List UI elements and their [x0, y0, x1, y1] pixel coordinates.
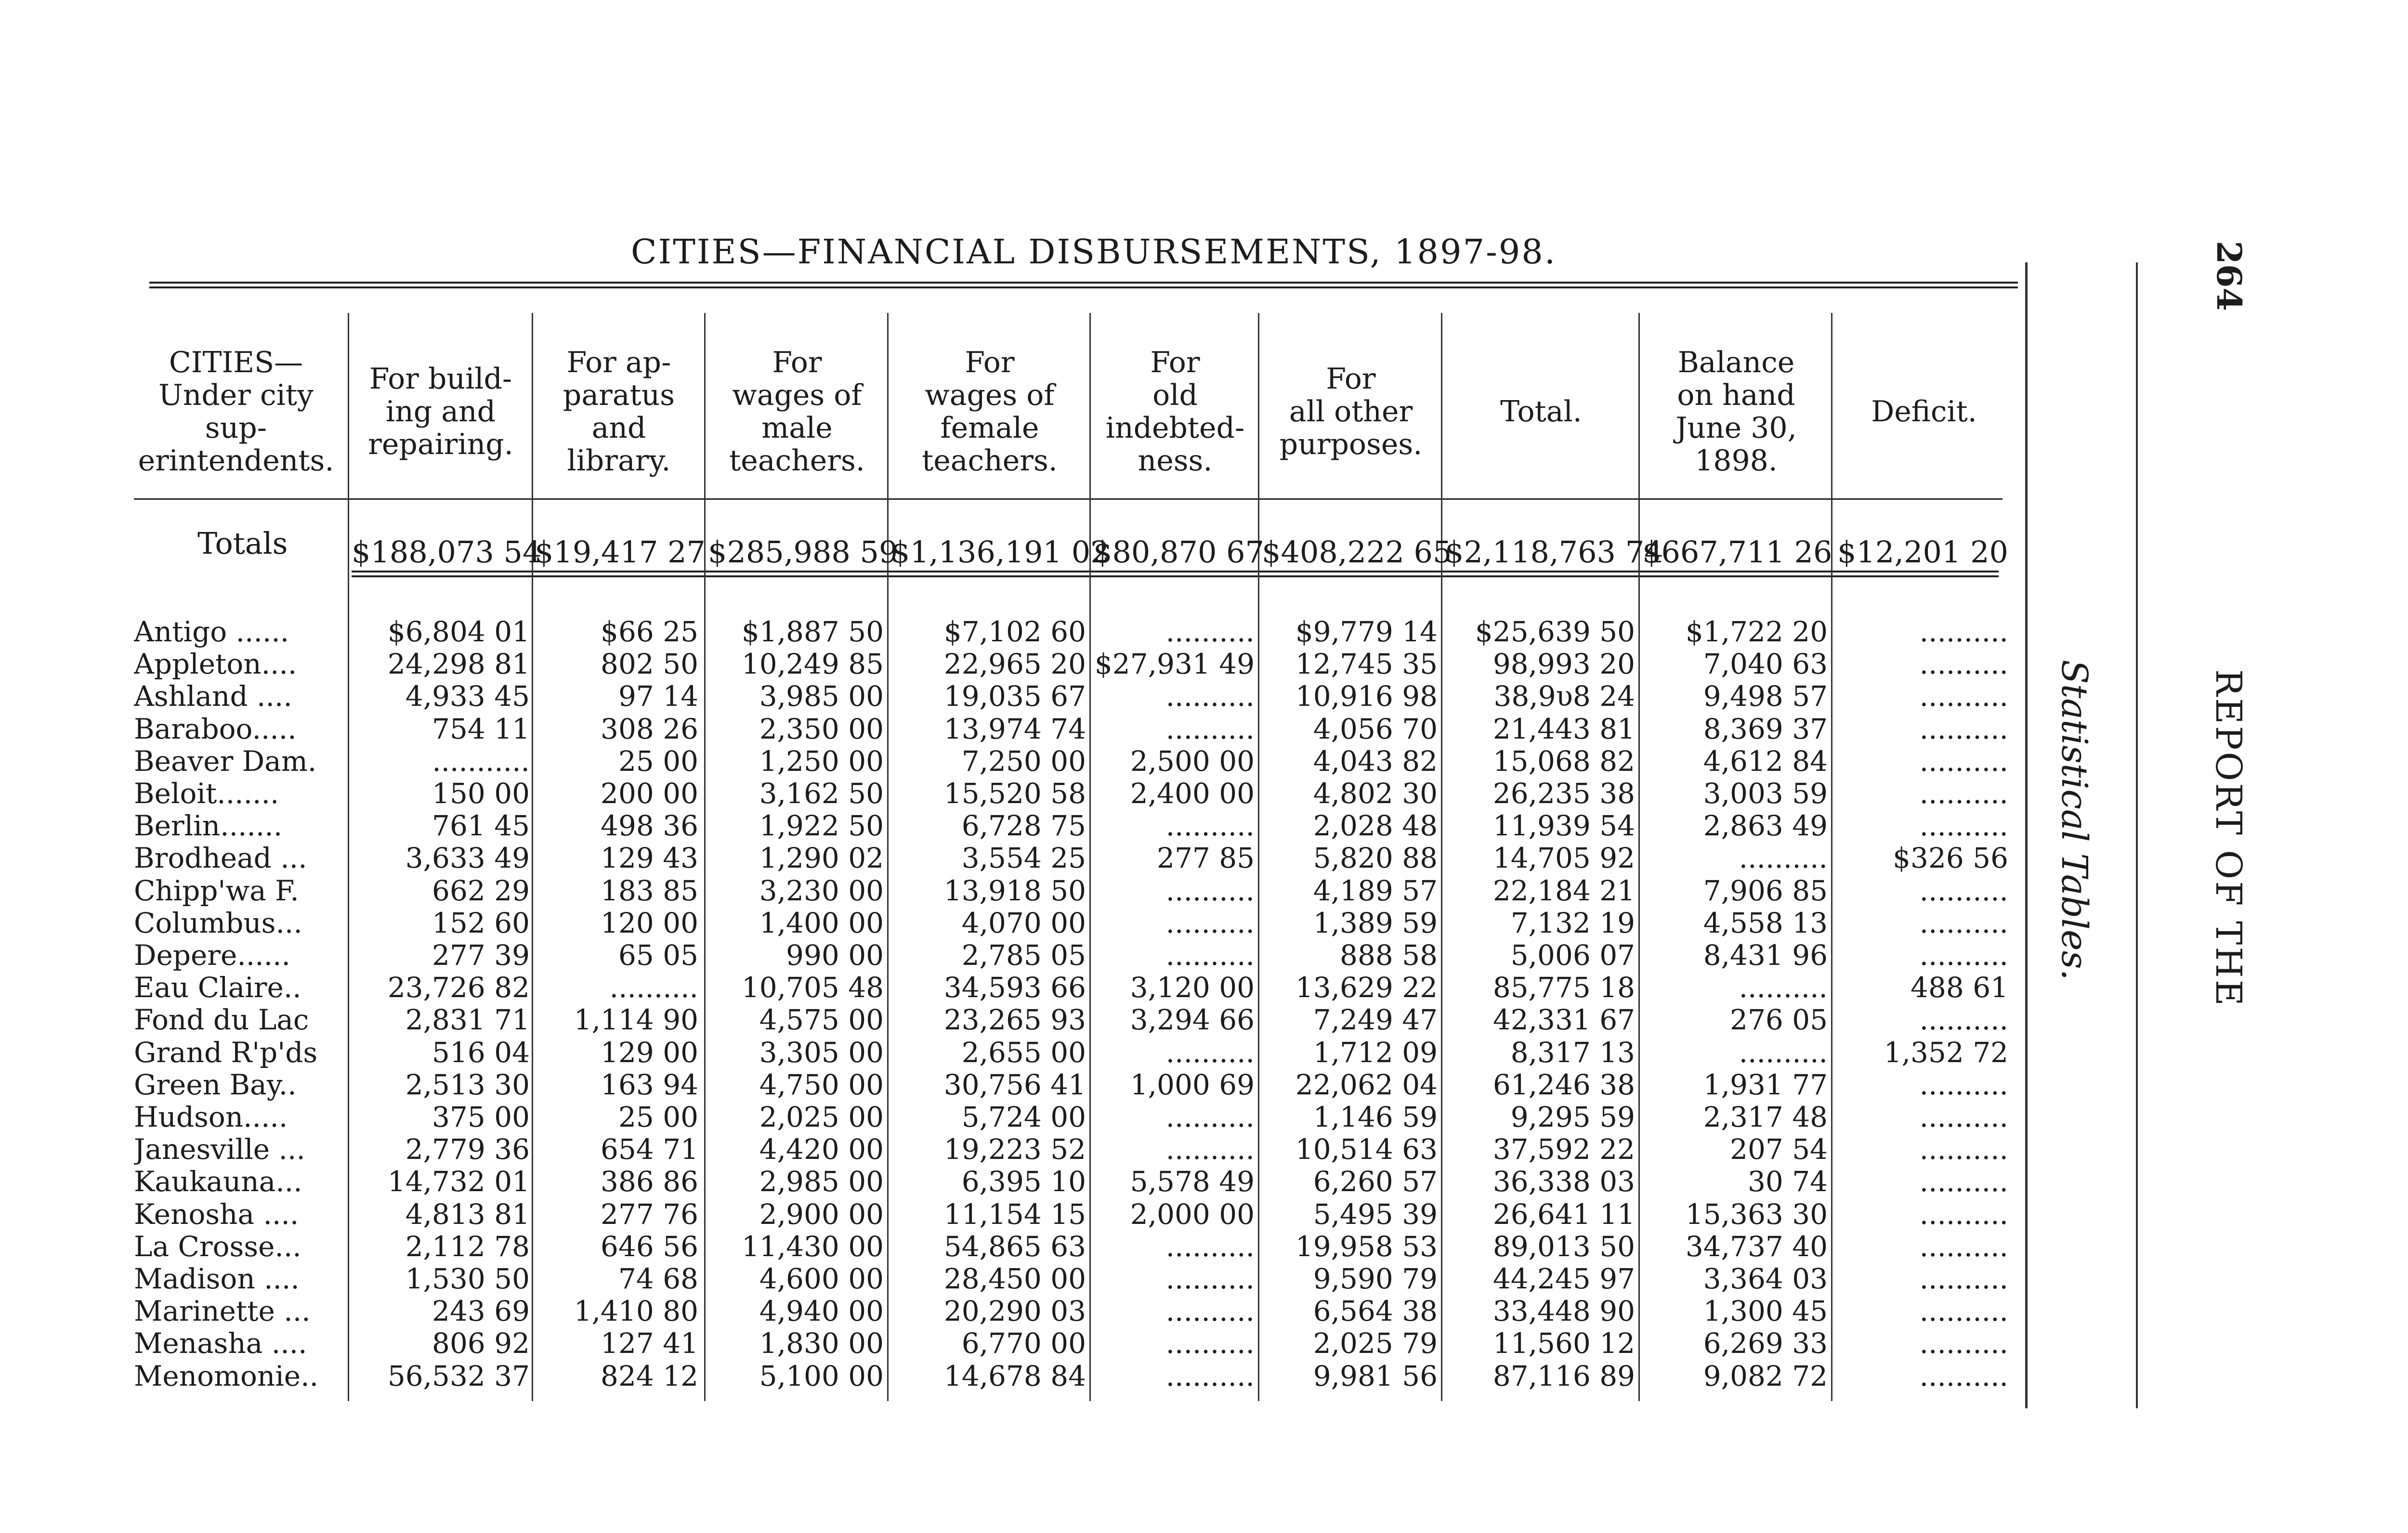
table-cell: $6,804 01 [387, 615, 530, 648]
city-name: Brodhead ... [134, 842, 307, 874]
table-cell: .......... [1165, 615, 1255, 648]
total-total: $2,118,763 74 [1445, 534, 1663, 570]
table-cell: 163 94 [601, 1068, 698, 1101]
table-cell: .......... [1165, 1230, 1255, 1263]
table-cell: $326 56 [1893, 842, 2008, 874]
table-cell: 5,495 39 [1313, 1198, 1438, 1231]
table-cell: 56,532 37 [387, 1360, 530, 1392]
table-cell: 8,317 13 [1510, 1036, 1635, 1069]
table-cell: 6,770 00 [961, 1327, 1086, 1360]
table-cell: 22,184 21 [1492, 874, 1635, 907]
table-cell: .......... [1919, 1262, 2008, 1295]
table-cell: .......... [1919, 874, 2008, 907]
table-cell: 12,745 35 [1295, 648, 1438, 680]
city-name: Appleton.... [134, 648, 297, 680]
table-cell: 1,712 09 [1313, 1036, 1438, 1069]
table-cell: .......... [1919, 1068, 2008, 1101]
table-cell: .......... [1165, 907, 1255, 939]
table-cell: 3,162 50 [759, 777, 884, 810]
total-indebtedness: $80,870 67 [1093, 534, 1264, 570]
table-cell: 34,593 66 [943, 971, 1086, 1004]
table-cell: 13,629 22 [1295, 971, 1438, 1004]
total-balance: $667,711 26 [1642, 534, 1832, 570]
table-cell: 20,290 03 [943, 1295, 1086, 1327]
header-other-purposes: For all other purposes. [1279, 362, 1423, 461]
table-cell: 3,230 00 [759, 874, 884, 907]
table-cell: $9,779 14 [1295, 615, 1438, 648]
table-cell: 802 50 [601, 648, 698, 680]
table-cell: 7,040 63 [1703, 648, 1828, 680]
table-cell: 2,025 00 [759, 1101, 884, 1133]
table-cell: 6,260 57 [1313, 1165, 1438, 1198]
table-cell: .......... [1165, 1036, 1255, 1069]
table-cell: 888 58 [1340, 939, 1438, 972]
table-cell: 277 85 [1157, 842, 1255, 874]
table-cell: 662 29 [432, 874, 530, 907]
table-cell: 3,554 25 [961, 842, 1086, 874]
table-cell: 4,043 82 [1313, 745, 1438, 778]
table-cell: .......... [1919, 1295, 2008, 1327]
table-cell: $27,931 49 [1094, 648, 1255, 680]
table-cell: .......... [1165, 680, 1255, 713]
header-building-repairing: For build- ing and repairing. [368, 362, 513, 461]
table-cell: 2,513 30 [405, 1068, 530, 1101]
table-cell: 14,732 01 [387, 1165, 530, 1198]
right-border-rule [2025, 262, 2028, 1408]
table-cell: 806 92 [432, 1327, 530, 1360]
table-cell: 4,750 00 [759, 1068, 884, 1101]
city-name: Menomonie.. [134, 1360, 319, 1392]
table-cell: 87,116 89 [1492, 1360, 1635, 1392]
table-cell: 4,575 00 [759, 1003, 884, 1036]
totals-label: Totals [197, 526, 288, 561]
table-cell: 89,013 50 [1492, 1230, 1635, 1263]
city-name: Green Bay.. [134, 1068, 297, 1101]
table-cell: 183 85 [601, 874, 698, 907]
table-cell: 24,298 81 [387, 648, 530, 680]
table-cell: 488 61 [1911, 971, 2008, 1004]
city-name: Madison .... [134, 1262, 300, 1295]
table-cell: 13,974 74 [943, 713, 1086, 745]
table-cell: 4,420 00 [759, 1133, 884, 1166]
table-cell: 3,003 59 [1703, 777, 1828, 810]
table-cell: 4,600 00 [759, 1262, 884, 1295]
table-cell: .......... [609, 971, 698, 1004]
column-rule [1638, 313, 1640, 1401]
table-cell: 308 26 [601, 713, 698, 745]
city-name: Beloit....... [134, 777, 279, 810]
table-cell: 1,290 02 [759, 842, 884, 874]
table-cell: 3,364 03 [1703, 1262, 1828, 1295]
table-cell: 11,430 00 [741, 1230, 884, 1263]
table-cell: 276 05 [1730, 1003, 1828, 1036]
table-cell: 9,295 59 [1510, 1101, 1635, 1133]
table-cell: .......... [1919, 615, 2008, 648]
city-name: Eau Claire.. [134, 971, 301, 1004]
column-rule [532, 313, 533, 1401]
table-cell: .......... [1919, 1101, 2008, 1133]
table-cell: 4,612 84 [1703, 745, 1828, 778]
table-cell: 824 12 [601, 1360, 698, 1392]
table-cell: 2,779 36 [405, 1133, 530, 1166]
table-cell: 65 05 [618, 939, 698, 972]
table-cell: 9,498 57 [1703, 680, 1828, 713]
total-deficit: $12,201 20 [1837, 534, 2008, 570]
total-other: $408,222 65 [1262, 534, 1452, 570]
table-cell: 1,400 00 [759, 907, 884, 939]
table-cell: 19,958 53 [1295, 1230, 1438, 1263]
table-cell: 54,865 63 [943, 1230, 1086, 1263]
outer-right-rule [2136, 262, 2138, 1408]
table-cell: 13,918 50 [943, 874, 1086, 907]
table-cell: $1,722 20 [1685, 615, 1828, 648]
table-cell: 5,724 00 [961, 1101, 1086, 1133]
table-cell: 3,294 66 [1130, 1003, 1255, 1036]
table-cell: 7,250 00 [961, 745, 1086, 778]
table-cell: 19,035 67 [943, 680, 1086, 713]
table-cell: .......... [1919, 713, 2008, 745]
table-cell: 5,820 88 [1313, 842, 1438, 874]
table-cell: 14,705 92 [1492, 842, 1635, 874]
city-name: Columbus... [134, 907, 302, 939]
table-cell: 42,331 67 [1492, 1003, 1635, 1036]
table-cell: .......... [1739, 842, 1828, 874]
table-cell: 1,146 59 [1313, 1101, 1438, 1133]
table-cell: .......... [1919, 939, 2008, 972]
table-cell: 2,112 78 [405, 1230, 530, 1263]
table-cell: 646 56 [601, 1230, 698, 1263]
city-name: Kenosha .... [134, 1198, 299, 1231]
page-title: CITIES—FINANCIAL DISBURSEMENTS, 1897-98. [631, 232, 1557, 272]
table-cell: 1,530 50 [405, 1262, 530, 1295]
table-cell: .......... [1165, 874, 1255, 907]
table-cell: 19,223 52 [943, 1133, 1086, 1166]
table-cell: 6,728 75 [961, 809, 1086, 842]
table-cell: 277 39 [432, 939, 530, 972]
city-name: Antigo ...... [134, 615, 289, 648]
table-cell: 85,775 18 [1492, 971, 1635, 1004]
city-name: Ashland .... [134, 680, 292, 713]
table-cell: $7,102 60 [943, 615, 1086, 648]
table-cell: 2,400 00 [1130, 777, 1255, 810]
table-cell: 7,132 19 [1510, 907, 1635, 939]
table-cell: 4,070 00 [961, 907, 1086, 939]
table-cell: .......... [1165, 713, 1255, 745]
table-cell: 5,100 00 [759, 1360, 884, 1392]
table-cell: 9,082 72 [1703, 1360, 1828, 1392]
table-cell: 11,154 15 [943, 1198, 1086, 1231]
table-cell: 11,939 54 [1492, 809, 1635, 842]
table-cell: 10,514 63 [1295, 1133, 1438, 1166]
header-apparatus-library: For ap- paratus and library. [563, 346, 675, 478]
table-cell: 10,705 48 [741, 971, 884, 1004]
table-cell: 1,922 50 [759, 809, 884, 842]
column-rule [704, 313, 706, 1401]
header-cities: CITIES— Under city sup- erintendents. [138, 346, 334, 478]
table-cell: 127 41 [601, 1327, 698, 1360]
table-cell: 4,933 45 [405, 680, 530, 713]
table-cell: 150 00 [432, 777, 530, 810]
table-cell: 5,006 07 [1510, 939, 1635, 972]
table-cell: 9,590 79 [1313, 1262, 1438, 1295]
table-cell: .......... [1165, 1327, 1255, 1360]
table-cell: .......... [1919, 745, 2008, 778]
table-cell: 28,450 00 [943, 1262, 1086, 1295]
city-name: Beaver Dam. [134, 745, 317, 778]
table-cell: .......... [1919, 1003, 2008, 1036]
column-rule [1831, 313, 1832, 1401]
table-cell: 10,249 85 [741, 648, 884, 680]
total-apparatus: $19,417 27 [535, 534, 706, 570]
table-cell: 2,831 71 [405, 1003, 530, 1036]
table-cell: .......... [1919, 1165, 2008, 1198]
table-cell: 990 00 [786, 939, 884, 972]
table-cell: 14,678 84 [943, 1360, 1086, 1392]
table-cell: .......... [1739, 971, 1828, 1004]
table-cell: .......... [1919, 777, 2008, 810]
table-cell: 36,338 03 [1492, 1165, 1635, 1198]
table-cell: 15,363 30 [1685, 1198, 1828, 1231]
table-cell: 2,317 48 [1703, 1101, 1828, 1133]
table-cell: 498 36 [601, 809, 698, 842]
table-cell: 6,564 38 [1313, 1295, 1438, 1327]
city-name: Kaukauna... [134, 1165, 302, 1198]
table-cell: 2,863 49 [1703, 809, 1828, 842]
table-cell: 23,265 93 [943, 1003, 1086, 1036]
column-rule [1258, 313, 1259, 1401]
table-cell: 129 00 [601, 1036, 698, 1069]
table-cell: 37,592 22 [1492, 1133, 1635, 1166]
table-cell: 754 11 [432, 713, 530, 745]
table-cell: 2,025 79 [1313, 1327, 1438, 1360]
header-deficit: Deficit. [1871, 395, 1977, 429]
table-cell: 3,633 49 [405, 842, 530, 874]
table-cell: 15,068 82 [1492, 745, 1635, 778]
table-cell: $25,639 50 [1475, 615, 1635, 648]
table-cell: .......... [1919, 1133, 2008, 1166]
table-cell: 8,431 96 [1703, 939, 1828, 972]
rotated-running-header: REPORT OF THE [2208, 669, 2249, 1008]
city-name: Depere...... [134, 939, 290, 972]
table-cell: 7,906 85 [1703, 874, 1828, 907]
table-cell: $1,887 50 [741, 615, 884, 648]
table-cell: .......... [1165, 1360, 1255, 1392]
table-cell: 4,056 70 [1313, 713, 1438, 745]
table-cell: 2,500 00 [1130, 745, 1255, 778]
table-cell: 1,410 80 [574, 1295, 698, 1327]
table-cell: 1,352 72 [1884, 1036, 2008, 1069]
table-cell: .......... [1919, 1327, 2008, 1360]
table-cell: .......... [1919, 1360, 2008, 1392]
city-name: Fond du Lac [134, 1003, 309, 1036]
table-cell: 1,931 77 [1703, 1068, 1828, 1101]
table-cell: 25 00 [618, 1101, 698, 1133]
table-cell: .......... [1919, 648, 2008, 680]
table-cell: 61,246 38 [1492, 1068, 1635, 1101]
table-cell: 33,448 90 [1492, 1295, 1635, 1327]
table-cell: 6,395 10 [961, 1165, 1086, 1198]
total-female: $1,136,191 02 [891, 534, 1110, 570]
table-cell: 207 54 [1730, 1133, 1828, 1166]
table-cell: 15,520 58 [943, 777, 1086, 810]
table-cell: 2,900 00 [759, 1198, 884, 1231]
table-cell: 1,250 00 [759, 745, 884, 778]
header-bottom-rule [134, 498, 2002, 500]
table-cell: .......... [1165, 1295, 1255, 1327]
table-cell: 26,235 38 [1492, 777, 1635, 810]
table-cell: .......... [1919, 1230, 2008, 1263]
table-cell: 8,369 37 [1703, 713, 1828, 745]
table-cell: 10,916 98 [1295, 680, 1438, 713]
table-cell: 4,813 81 [405, 1198, 530, 1231]
table-cell: .......... [1165, 809, 1255, 842]
table-cell: 30 74 [1747, 1165, 1828, 1198]
table-cell: 4,189 57 [1313, 874, 1438, 907]
table-cell: 1,000 69 [1130, 1068, 1255, 1101]
table-cell: 3,985 00 [759, 680, 884, 713]
total-male: $285,988 59 [708, 534, 898, 570]
header-total: Total. [1500, 395, 1582, 429]
table-cell: 516 04 [432, 1036, 530, 1069]
table-cell: .......... [1919, 907, 2008, 939]
table-cell: 120 00 [601, 907, 698, 939]
table-cell: 74 68 [618, 1262, 698, 1295]
table-cell: 38,9υ8 24 [1493, 680, 1635, 713]
table-cell: .......... [1165, 1101, 1255, 1133]
header-female-teachers: For wages of female teachers. [922, 346, 1058, 478]
city-name: Baraboo..... [134, 713, 297, 745]
table-cell: 22,965 20 [943, 648, 1086, 680]
rotated-section-title: Statistical Tables. [2054, 660, 2095, 981]
column-rule [1089, 313, 1091, 1401]
table-cell: .......... [1165, 939, 1255, 972]
table-cell: 277 76 [601, 1198, 698, 1231]
table-cell: 98,993 20 [1492, 648, 1635, 680]
column-rule [1441, 313, 1442, 1401]
table-cell: 7,249 47 [1313, 1003, 1438, 1036]
table-cell: $66 25 [601, 615, 698, 648]
header-balance: Balance on hand June 30, 1898. [1675, 346, 1797, 478]
city-name: Menasha .... [134, 1327, 307, 1360]
table-cell: 200 00 [601, 777, 698, 810]
table-cell: 6,269 33 [1703, 1327, 1828, 1360]
table-cell: 21,443 81 [1492, 713, 1635, 745]
table-cell: 375 00 [432, 1101, 530, 1133]
city-name: Marinette ... [134, 1295, 311, 1327]
table-cell: 2,655 00 [961, 1036, 1086, 1069]
table-cell: 4,558 13 [1703, 907, 1828, 939]
rotated-page-number: 264 [2209, 241, 2249, 312]
table-cell: .......... [1165, 1133, 1255, 1166]
table-cell: .......... [1739, 1036, 1828, 1069]
table-cell: 654 71 [601, 1133, 698, 1166]
top-double-rule [149, 282, 2018, 288]
table-cell: 152 60 [432, 907, 530, 939]
table-cell: 1,300 45 [1703, 1295, 1828, 1327]
city-name: Chipp'wa F. [134, 874, 299, 907]
table-cell: 34,737 40 [1685, 1230, 1828, 1263]
table-cell: 2,028 48 [1313, 809, 1438, 842]
city-name: Janesville ... [134, 1133, 305, 1166]
city-name: Hudson..... [134, 1101, 288, 1133]
header-old-indebtedness: For old indebted- ness. [1105, 346, 1245, 478]
header-male-teachers: For wages of male teachers. [729, 346, 865, 478]
table-cell: 26,641 11 [1492, 1198, 1635, 1231]
table-cell: 9,981 56 [1313, 1360, 1438, 1392]
table-cell: 1,389 59 [1313, 907, 1438, 939]
table-cell: 97 14 [618, 680, 698, 713]
table-cell: .......... [1919, 1198, 2008, 1231]
table-cell: 44,245 97 [1492, 1262, 1635, 1295]
table-cell: 3,120 00 [1130, 971, 1255, 1004]
table-cell: .......... [1165, 1262, 1255, 1295]
table-cell: 2,785 05 [961, 939, 1086, 972]
table-cell: 22,062 04 [1295, 1068, 1438, 1101]
column-rule [887, 313, 889, 1401]
table-cell: 3,305 00 [759, 1036, 884, 1069]
table-cell: 2,000 00 [1130, 1198, 1255, 1231]
city-name: Berlin....... [134, 809, 283, 842]
table-cell: 11,560 12 [1492, 1327, 1635, 1360]
table-cell: 1,830 00 [759, 1327, 884, 1360]
table-cell: ........... [432, 745, 530, 778]
city-name: Grand R'p'ds [134, 1036, 318, 1069]
table-cell: 2,985 00 [759, 1165, 884, 1198]
table-cell: 761 45 [432, 809, 530, 842]
table-cell: 2,350 00 [759, 713, 884, 745]
table-cell: 1,114 90 [574, 1003, 698, 1036]
table-cell: 25 00 [618, 745, 698, 778]
totals-double-rule [352, 571, 1999, 577]
table-cell: 30,756 41 [943, 1068, 1086, 1101]
table-cell: 386 86 [601, 1165, 698, 1198]
table-cell: 23,726 82 [387, 971, 530, 1004]
table-cell: 129 43 [601, 842, 698, 874]
table-cell: 4,940 00 [759, 1295, 884, 1327]
total-building: $188,073 54 [352, 534, 542, 570]
column-rule [348, 313, 349, 1401]
table-cell: 243 69 [432, 1295, 530, 1327]
table-cell: 5,578 49 [1130, 1165, 1255, 1198]
table-cell: 4,802 30 [1313, 777, 1438, 810]
table-cell: .......... [1919, 809, 2008, 842]
table-cell: .......... [1919, 680, 2008, 713]
city-name: La Crosse... [134, 1230, 301, 1263]
